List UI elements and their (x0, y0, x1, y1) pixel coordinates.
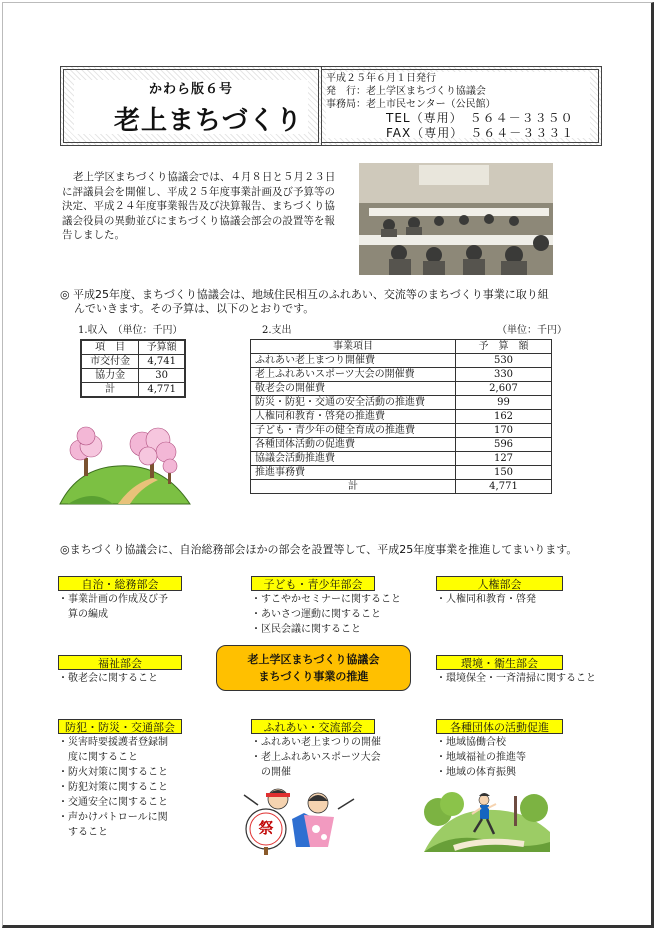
expense-total-label: 計 (251, 480, 456, 494)
publication-info (322, 66, 602, 146)
page-title: 老上まちづくり (114, 106, 303, 136)
dept-item: ・防火対策に関すること (58, 767, 168, 778)
income-amount: 30 (139, 369, 185, 383)
expense-unit: （単位：千円） (497, 325, 567, 336)
expense-amount: 596 (456, 438, 552, 452)
table-row (251, 354, 552, 368)
expense-item: 人権同和教育・啓発の推進費 (251, 410, 456, 424)
expense-amount: 2,607 (456, 382, 552, 396)
income-label: 1.収入 （単位：千円） (78, 325, 183, 336)
dept-item: ・地域の体育振興 (436, 767, 516, 778)
table-row (251, 368, 552, 382)
dept-item: ・事業計画の作成及び予 (58, 594, 168, 605)
dept-title: 環境・衛生部会 (436, 655, 563, 670)
dept-item: ・環境保全・一斉清掃に関すること (436, 673, 596, 684)
dept-item: ・人権同和教育・啓発 (436, 594, 536, 605)
table-row (251, 396, 552, 410)
expense-item: 推進事務費 (251, 466, 456, 480)
table-row (251, 452, 552, 466)
income-item: 協力金 (81, 369, 139, 383)
dept-title: 人権部会 (436, 576, 563, 591)
dept-exchange (251, 719, 381, 780)
expense-amount: 162 (456, 410, 552, 424)
title-box (60, 66, 322, 146)
central-council-line2: まちづくり事業の推進 (258, 670, 369, 683)
dept-item: ・老上ふれあいスポーツ大会 (251, 752, 381, 763)
publisher: 発 行：老上学区まちづくり協議会 (326, 86, 486, 97)
expense-header-row (251, 340, 552, 354)
festival-character: 祭 (258, 819, 274, 837)
dept-title: 防犯・防災・交通部会 (58, 719, 182, 734)
meeting-photo (359, 163, 553, 275)
publish-date: 平成２５年６月１日発行 (326, 73, 436, 84)
table-row (251, 424, 552, 438)
dept-welfare (58, 655, 182, 686)
expense-total: 4,771 (456, 480, 552, 494)
table-row (251, 438, 552, 452)
expense-item: 防災・防犯・交通の安全活動の推進費 (251, 396, 456, 410)
dept-item: ・地域福祉の推進等 (436, 752, 526, 763)
dept-item: ・交通安全に関すること (58, 797, 168, 808)
dept-title: 福祉部会 (58, 655, 182, 670)
dept-item: ・災害時要援護者登録制 (58, 737, 168, 748)
expense-item: 子ども・青少年の健全育成の推進費 (251, 424, 456, 438)
income-total: 4,771 (139, 383, 185, 398)
dept-item: の開催 (251, 767, 291, 778)
expense-amount: 530 (456, 354, 552, 368)
expense-item: 老上ふれあいスポーツ大会の開催費 (251, 368, 456, 382)
committees-headline: ◎まちづくり協議会に、自治総務部会ほかの部会を設置等して、平成25年度事業を推進してまいります。 (60, 543, 578, 556)
dept-item: 度に関すること (58, 752, 138, 763)
dept-title: ふれあい・交流部会 (251, 719, 375, 734)
income-amount: 4,741 (139, 355, 185, 369)
budget-headline (60, 288, 620, 316)
cherry-blossom-illustration (58, 418, 193, 510)
expense-label: 2.支出 (262, 325, 292, 336)
jogging-illustration (424, 782, 550, 856)
table-row (251, 382, 552, 396)
issue-number: かわら版６号 (149, 82, 234, 97)
expense-amount: 170 (456, 424, 552, 438)
expense-amount: 99 (456, 396, 552, 410)
dept-human-rights (436, 576, 563, 607)
expense-total-row (251, 480, 552, 494)
expense-col-item: 事業項目 (251, 340, 456, 354)
table-row (81, 369, 185, 383)
income-total-label: 計 (81, 383, 139, 398)
tel-number: TEL（専用） ５６４－３３５０ (386, 111, 574, 125)
dept-item: 算の編成 (58, 609, 108, 620)
intro-text: 老上学区まちづくり協議会では、４月８日と５月２３日に評議員会を開催し、平成２５年度事業計画及び予算等の決定、平成２４年度事業報告及び決算報告、まちづくり協議会役員の異動並びにまちづくり協議会部会の設置等を報告しました。 (62, 171, 336, 241)
dept-title: 自治・総務部会 (58, 576, 182, 591)
income-item: 市交付金 (81, 355, 139, 369)
budget-line1: 平成25年度、まちづくり協議会は、地域住民相互のふれあい、交流等のまちづくり事業に取り組 (73, 288, 549, 301)
dept-item: ・区民会議に関すること (251, 624, 361, 635)
budget-mark: ◎ (60, 288, 70, 301)
central-council (216, 645, 411, 691)
central-council-line1: 老上学区まちづくり協議会 (247, 653, 380, 666)
dept-general-affairs (58, 576, 182, 622)
table-row (251, 466, 552, 480)
expense-item: 協議会活動推進費 (251, 452, 456, 466)
budget-line2: んでいきます。その予算は、以下のとおりです。 (74, 302, 315, 315)
dept-environment (436, 655, 596, 686)
fax-number: FAX（専用） ５６４－３３３１ (386, 126, 575, 140)
expense-table (250, 339, 552, 494)
income-total-row (81, 383, 185, 398)
income-col-amount: 予算額 (139, 340, 185, 355)
dept-item: ・すこやかセミナーに関すること (251, 594, 401, 605)
dept-item: すること (58, 827, 108, 838)
income-table (80, 339, 186, 398)
dept-item: ・防犯対策に関すること (58, 782, 168, 793)
expense-amount: 150 (456, 466, 552, 480)
dept-title: 子ども・青少年部会 (251, 576, 375, 591)
expense-col-amount: 予 算 額 (456, 340, 552, 354)
office: 事務局：老上市民センター（公民館） (326, 99, 496, 110)
expense-amount: 127 (456, 452, 552, 466)
dept-item: ・あいさつ運動に関すること (251, 609, 381, 620)
dept-youth (251, 576, 401, 637)
expense-item: 敬老会の開催費 (251, 382, 456, 396)
income-col-item: 項 目 (81, 340, 139, 355)
table-row (81, 355, 185, 369)
dept-item: ・敬老会に関すること (58, 673, 158, 684)
expense-amount: 330 (456, 368, 552, 382)
dept-item: ・地域協働合校 (436, 737, 506, 748)
dept-safety (58, 719, 182, 840)
dept-organizations (436, 719, 563, 780)
dept-title: 各種団体の活動促進 (436, 719, 563, 734)
dept-item: ・声かけパトロールに関 (58, 812, 168, 823)
festival-illustration (240, 785, 360, 855)
dept-item: ・ふれあい老上まつりの開催 (251, 737, 381, 748)
expense-item: 各種団体活動の促進費 (251, 438, 456, 452)
table-row (251, 410, 552, 424)
income-header-row (81, 340, 185, 355)
expense-item: ふれあい老上まつり開催費 (251, 354, 456, 368)
